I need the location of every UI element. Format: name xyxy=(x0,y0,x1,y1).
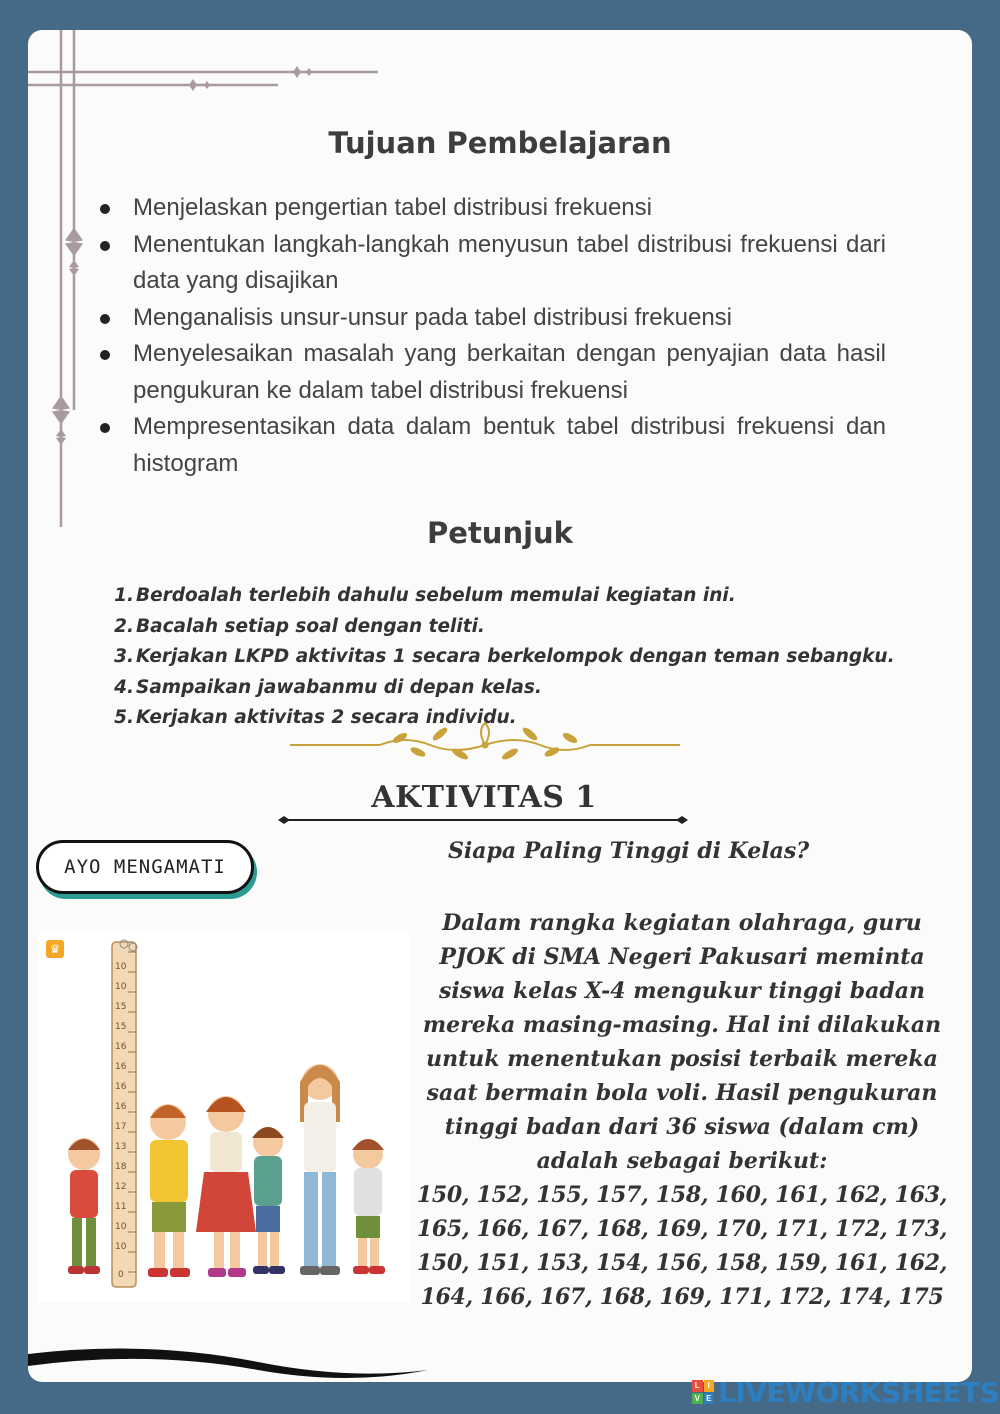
bullet-icon xyxy=(100,204,110,214)
instruction-item: 5. Kerjakan aktivitas 2 secara individu. xyxy=(114,707,517,728)
bullet-icon xyxy=(100,350,110,360)
illustration-art xyxy=(38,932,410,1302)
title-underline-decoration xyxy=(278,814,688,826)
liveworksheets-logo[interactable] xyxy=(692,1374,999,1410)
instruction-item: 2. Bacalah setiap soal dengan teliti. xyxy=(114,615,485,637)
ruler-mark: 18 xyxy=(115,1162,127,1172)
logo-text: LIVEWORKSHEETS xyxy=(718,1375,1000,1409)
activity-question: Siapa Paling Tinggi di Kelas? xyxy=(448,838,810,864)
ruler-mark: 15 xyxy=(115,1022,127,1032)
floral-divider-icon xyxy=(290,718,680,770)
objective-item: Menjelaskan pengertian tabel distribusi frekuensi xyxy=(96,190,886,227)
ruler-mark: 13 xyxy=(115,1142,127,1152)
objectives-list xyxy=(96,190,886,482)
ruler-mark: 16 xyxy=(115,1042,127,1052)
objective-item: Menyelesaikan masalah yang berkaitan dengan penyajian data hasil pengukuran ke dalam tabel distribusi frekuensi xyxy=(96,336,886,409)
ruler-mark: 16 xyxy=(115,1082,127,1092)
objective-item: Mempresentasikan data dalam bentuk tabel distribusi frekuensi dan histogram xyxy=(96,409,886,482)
instructions-list xyxy=(108,581,895,734)
ruler-mark: 10 xyxy=(115,962,127,972)
child-figure xyxy=(352,1139,385,1274)
instructions-title: Petunjuk xyxy=(427,516,573,550)
objective-item: Menentukan langkah-langkah menyusun tabel distribusi frekuensi dari data yang disajikan xyxy=(96,227,886,300)
instruction-item: 4. Sampaikan jawabanmu di depan kelas. xyxy=(114,676,542,698)
activity-title: AKTIVITAS 1 xyxy=(371,780,597,815)
data-line: 164, 166, 167, 168, 169, 171, 172, 174, 175 xyxy=(420,1284,944,1310)
live-logo-icon: L I V E xyxy=(692,1380,714,1404)
data-line: 165, 166, 167, 168, 169, 170, 171, 172, 173, xyxy=(416,1216,948,1242)
child-figure xyxy=(252,1127,285,1274)
objectives-title: Tujuan Pembelajaran xyxy=(328,126,672,160)
crown-icon: ♛ xyxy=(46,940,64,958)
activity-story xyxy=(416,906,948,1314)
objective-item: Menganalisis unsur-unsur pada tabel distribusi frekuensi xyxy=(96,300,886,337)
bullet-icon xyxy=(100,241,110,251)
bullet-icon xyxy=(100,314,110,324)
instruction-item: 1. Berdoalah terlebih dahulu sebelum memulai kegiatan ini. xyxy=(114,585,736,606)
ruler-mark: 12 xyxy=(115,1182,127,1192)
observe-badge: AYO MENGAMATI xyxy=(36,840,254,894)
ruler-mark: 15 xyxy=(115,1002,127,1012)
instruction-item: 3. Kerjakan LKPD aktivitas 1 secara berkelompok dengan teman sebangku. xyxy=(114,646,895,667)
story-text: Dalam rangka kegiatan olahraga, guru PJOK di SMA Negeri Pakusari meminta siswa kelas X-4 mengukur tinggi badan mereka masing-masing. Hal ini dilakukan untuk menentukan posisi terbaik mereka saat bermain bola voli. Hasil pengukuran tinggi badan dari 36 siswa (dalam cm) adalah sebagai berikut: xyxy=(422,910,942,1174)
data-line: 150, 152, 155, 157, 158, 160, 161, 162, 163, xyxy=(416,1182,948,1208)
children-measuring-illustration xyxy=(38,932,410,1302)
worksheet-card xyxy=(28,30,972,1382)
ruler-mark: 11 xyxy=(115,1202,127,1212)
bullet-icon xyxy=(100,423,110,433)
brush-stroke-decoration xyxy=(28,1340,448,1382)
height-data xyxy=(416,1178,948,1314)
child-figure xyxy=(68,1138,100,1274)
ruler-mark: 0 xyxy=(118,1270,124,1280)
child-figure xyxy=(196,1096,256,1277)
ruler-mark: 10 xyxy=(115,1242,127,1252)
child-figure xyxy=(300,1064,340,1275)
ruler-mark: 16 xyxy=(115,1102,127,1112)
child-figure xyxy=(148,1104,190,1277)
ruler-mark: 10 xyxy=(115,1222,127,1232)
ruler-mark: 16 xyxy=(115,1062,127,1072)
data-line: 150, 151, 153, 154, 156, 158, 159, 161, 162, xyxy=(416,1250,948,1276)
ruler-mark: 17 xyxy=(115,1122,127,1132)
ruler-mark: 10 xyxy=(115,982,127,992)
